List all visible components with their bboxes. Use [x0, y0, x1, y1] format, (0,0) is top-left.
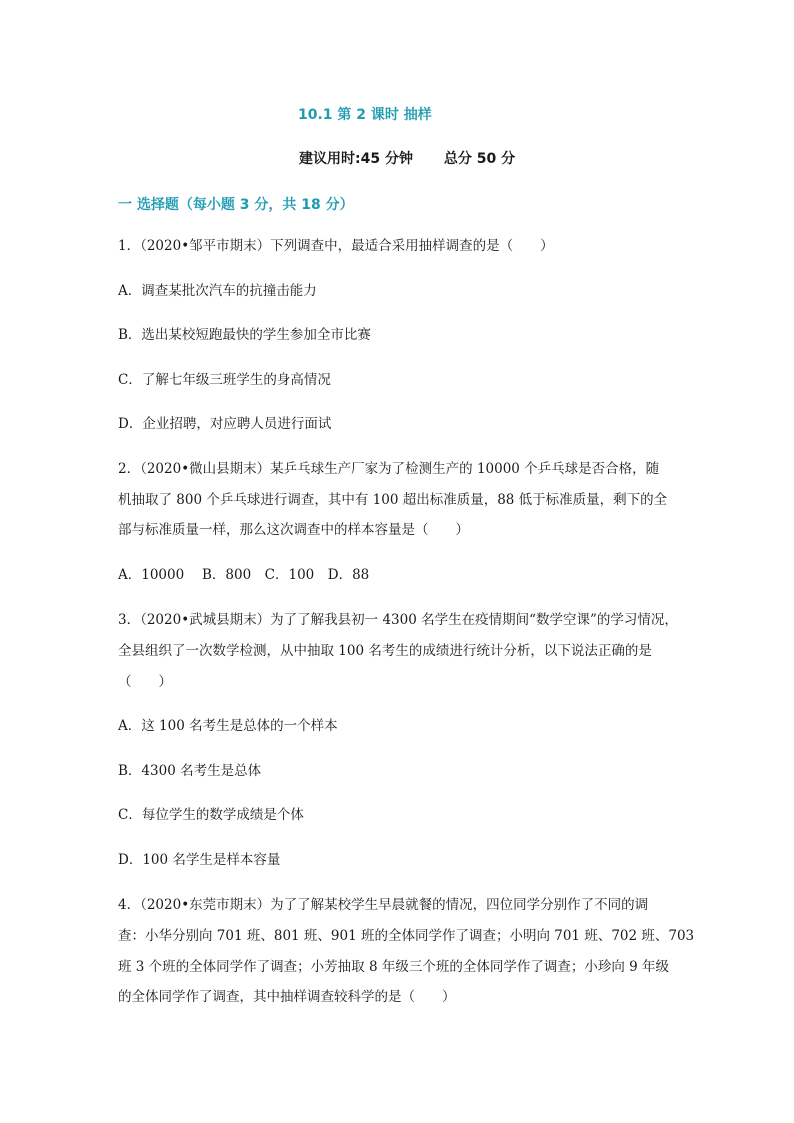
q3-option-a: A．这 100 名考生是总体的一个样本 — [118, 718, 338, 734]
q4-line-4: 的全体同学作了调查，其中抽样调查较科学的是（ ） — [118, 989, 456, 1005]
q1-option-c: C．了解七年级三班学生的身高情况 — [118, 372, 331, 388]
q1-option-b: B．选出某校短跑最快的学生参加全市比赛 — [118, 327, 371, 343]
q3-line-1: 3．（2020•武城县期末）为了了解我县初一 4300 名学生在疫情期间“数学空课”的学习情况， — [118, 612, 678, 628]
q4-line-3: 班 3 个班的全体同学作了调查；小芳抽取 8 年级三个班的全体同学作了调查；小珍向 9 年级 — [118, 959, 670, 975]
q1-option-d: D．企业招聘，对应聘人员进行面试 — [118, 416, 332, 432]
section-heading: 一 选择题（每小题 3 分，共 18 分） — [118, 197, 354, 213]
q2-line-1: 2．（2020•微山县期末）某乒乓球生产厂家为了检测生产的 10000 个乒乓球是否合格，随 — [118, 461, 660, 477]
q3-line-2: 全县组织了一次数学检测，从中抽取 100 名考生的成绩进行统计分析，以下说法正确的是 — [118, 643, 652, 659]
q4-line-1: 4．（2020•东莞市期末）为了了解某校学生早晨就餐的情况，四位同学分别作了不同的调 — [118, 897, 649, 913]
q4-line-2: 查：小华分别向 701 班、801 班、901 班的全体同学作了调查；小明向 701 班、702 班、703 — [118, 928, 695, 944]
q3-option-c: C．每位学生的数学成绩是个体 — [118, 807, 304, 823]
q3-option-d: D．100 名学生是样本容量 — [118, 852, 281, 868]
suggested-time: 建议用时:45 分钟 — [299, 151, 413, 167]
q2-options: A．10000 B．800 C．100 D．88 — [118, 567, 370, 583]
exam-meta — [299, 148, 515, 168]
q2-line-2: 机抽取了 800 个乒乓球进行调查，其中有 100 超出标准质量，88 低于标准质量，剩下的全 — [118, 492, 668, 508]
q3-line-3: （ ） — [118, 674, 172, 690]
q2-line-3: 部与标准质量一样，那么这次调查中的样本容量是（ ） — [118, 522, 469, 538]
q1-stem: 1．（2020•邹平市期末）下列调查中，最适合采用抽样调查的是（ ） — [118, 238, 554, 254]
lesson-title: 10.1 第 2 课时 抽样 — [298, 107, 432, 123]
q3-option-b: B．4300 名考生是总体 — [118, 763, 262, 779]
total-score: 总分 50 分 — [443, 151, 516, 167]
q1-option-a: A．调查某批次汽车的抗撞击能力 — [118, 283, 317, 299]
